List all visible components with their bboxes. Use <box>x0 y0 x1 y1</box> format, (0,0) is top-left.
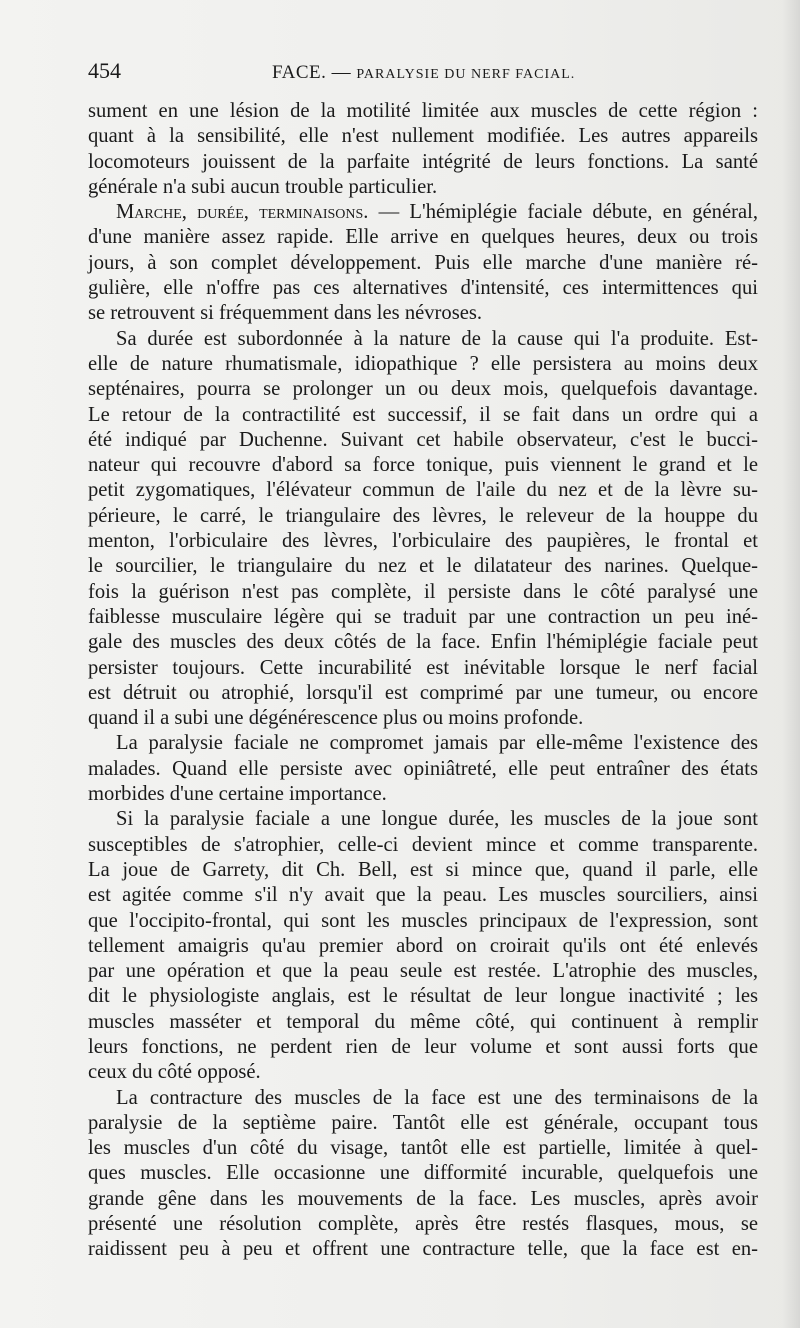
running-title-separator: — <box>331 62 352 83</box>
text-line <box>88 504 758 529</box>
text-line-content: La contracture des muscles de la face est une des terminaisons de la <box>116 1086 758 1109</box>
page-number: 454 <box>88 58 121 83</box>
text-line-content: tellement amaigris qu'au premier abord on croirait qu'ils ont été enlevés <box>88 934 758 957</box>
text-line <box>88 251 758 276</box>
text-line-content: gale des muscles des deux côtés de la face. Enfin l'hémiplégie faciale peut <box>88 631 758 654</box>
text-line-content: été indiqué par Duchenne. Suivant cet habile observateur, c'est le bucci- <box>88 428 758 451</box>
text-line-content: par une opération et que la peau seule est restée. L'atrophie des muscles, <box>88 960 758 983</box>
text-line <box>88 453 758 478</box>
text-line-content: La paralysie faciale ne compromet jamais par elle-même l'existence des <box>116 732 758 755</box>
text-line-content: est agitée comme s'il n'y avait que la peau. Les muscles sourciliers, ainsi <box>88 884 758 907</box>
text-line <box>88 757 758 782</box>
text-line-content: fois la guérison n'est pas complète, il persiste dans le côté paralysé une <box>88 580 758 603</box>
text-line-content: grande gêne dans les mouvements de la face. Les muscles, après avoir <box>88 1187 758 1210</box>
text-line-content: quant à la sensibilité, elle n'est nullement modifiée. Les autres appareils <box>88 125 758 148</box>
text-line <box>88 959 758 984</box>
text-line-content: périeure, le carré, le triangulaire des lèvres, le releveur de la houppe du <box>88 504 758 527</box>
text-line <box>88 1035 758 1060</box>
text-line <box>88 858 758 883</box>
text-line <box>88 1187 758 1212</box>
text-line-content: ques muscles. Elle occasionne une difformité incurable, quelquefois une <box>88 1162 758 1185</box>
running-title <box>272 62 575 84</box>
text-line <box>88 706 758 731</box>
running-header <box>88 58 758 88</box>
text-line <box>88 934 758 959</box>
text-line-content: ceux du côté opposé. <box>88 1061 261 1084</box>
text-line-content: locomoteurs jouissent de la parfaite intégrité de leurs fonctions. La santé <box>88 150 758 173</box>
body-text <box>88 99 758 1263</box>
text-line <box>88 301 758 326</box>
text-line <box>88 1237 758 1262</box>
text-line <box>88 833 758 858</box>
text-line <box>88 1161 758 1186</box>
text-line <box>88 403 758 428</box>
text-line-content: quand il a subi une dégénérescence plus ou moins profonde. <box>88 707 584 730</box>
text-line <box>88 554 758 579</box>
text-line <box>88 630 758 655</box>
text-line-content: Sa durée est subordonnée à la nature de la cause qui l'a produite. Est- <box>116 327 758 350</box>
text-line <box>88 782 758 807</box>
text-line <box>88 225 758 250</box>
text-line <box>88 1010 758 1035</box>
text-line <box>88 731 758 756</box>
text-line-content: — L'hémiplégie faciale débute, en général, <box>368 201 758 224</box>
text-line-content: sument en une lésion de la motilité limitée aux muscles de cette région : <box>88 100 758 122</box>
text-line <box>88 580 758 605</box>
text-line <box>88 478 758 503</box>
text-line <box>88 428 758 453</box>
text-line <box>88 1060 758 1085</box>
text-line-content: générale n'a subi aucun trouble particulier. <box>88 175 438 198</box>
text-line-content: le sourcilier, le triangulaire du nez et le dilatateur des narines. Quelque- <box>88 555 758 578</box>
text-line-content: menton, l'orbiculaire des lèvres, l'orbiculaire des paupières, le frontal et <box>88 530 758 553</box>
text-line <box>88 175 758 200</box>
page-edge-shadow <box>782 0 800 1328</box>
text-line <box>88 605 758 630</box>
text-line-content: présenté une résolution complète, après être restés flasques, mous, se <box>88 1213 758 1236</box>
text-line-content: malades. Quand elle persiste avec opiniâtreté, elle peut entraîner des états <box>88 757 758 780</box>
text-line <box>88 99 758 124</box>
text-line-content: elle de nature rhumatismale, idiopathique ? elle persistera au moins deux <box>88 352 758 375</box>
text-line <box>88 681 758 706</box>
text-line-content: Si la paralysie faciale a une longue durée, les muscles de la joue sont <box>116 808 758 831</box>
section-heading: Marche, durée, terminaisons. <box>116 201 369 224</box>
text-line-content: est détruit ou atrophié, lorsqu'il est comprimé par une tumeur, ou encore <box>88 681 758 704</box>
text-line-content: La joue de Garrety, dit Ch. Bell, est si mince que, quand il parle, elle <box>88 858 758 881</box>
text-line-content: que l'occipito-frontal, qui sont les muscles principaux de l'expression, sont <box>88 909 758 932</box>
text-line <box>88 377 758 402</box>
text-line <box>88 1136 758 1161</box>
text-line <box>88 276 758 301</box>
text-line <box>88 1212 758 1237</box>
text-line-content: faiblesse musculaire légère qui se traduit par une contraction un peu iné- <box>88 605 758 628</box>
text-line-content: les muscles d'un côté du visage, tantôt elle est partielle, limitée à quel- <box>88 1137 758 1160</box>
text-line <box>88 883 758 908</box>
text-line-content: nateur qui recouvre d'abord sa force tonique, puis viennent le grand et le <box>88 454 758 477</box>
text-line <box>88 352 758 377</box>
running-title-main: FACE. <box>272 62 327 83</box>
text-line-content: d'une manière assez rapide. Elle arrive en quelques heures, deux ou trois <box>88 226 758 249</box>
text-line-content: se retrouvent si fréquemment dans les névroses. <box>88 302 483 325</box>
text-line-content: jours, à son complet développement. Puis elle marche d'une manière ré- <box>88 251 758 274</box>
text-line <box>88 124 758 149</box>
text-line-content: persister toujours. Cette incurabilité est inévitable lorsque le nerf facial <box>88 656 758 679</box>
text-line <box>88 150 758 175</box>
text-line-content: dit le physiologiste anglais, est le résultat de leur longue inactivité ; les <box>88 985 758 1008</box>
text-line-content: paralysie de la septième paire. Tantôt elle est générale, occupant tous <box>88 1111 758 1134</box>
text-line-content: leurs fonctions, ne perdent rien de leur volume et sont aussi forts que <box>88 1035 758 1058</box>
text-line-content: raidissent peu à peu et offrent une contracture telle, que la face est en- <box>88 1238 758 1261</box>
text-line <box>88 529 758 554</box>
text-line-content: Le retour de la contractilité est successif, il se fait dans un ordre qui a <box>88 403 758 426</box>
text-line <box>88 984 758 1009</box>
running-title-subtitle: PARALYSIE DU NERF FACIAL. <box>356 67 576 82</box>
text-line <box>88 200 758 225</box>
text-line <box>88 656 758 681</box>
text-line-content: petit zygomatiques, l'élévateur commun de l'aile du nez et de la lèvre su- <box>88 479 758 502</box>
text-line <box>88 327 758 352</box>
text-line-content: susceptibles de s'atrophier, celle-ci devient mince et comme transparente. <box>88 833 758 856</box>
text-line <box>88 909 758 934</box>
text-line <box>88 807 758 832</box>
text-line <box>88 1111 758 1136</box>
text-line-content: septénaires, pourra se prolonger un ou deux mois, quelquefois davantage. <box>88 378 758 401</box>
text-line-content: gulière, elle n'offre pas ces alternatives d'intensité, ces intermittences qui <box>88 277 758 300</box>
text-line <box>88 1086 758 1111</box>
text-line-content: morbides d'une certaine importance. <box>88 783 387 806</box>
text-line-content: muscles masséter et temporal du même côté, qui continuent à remplir <box>88 1010 758 1033</box>
